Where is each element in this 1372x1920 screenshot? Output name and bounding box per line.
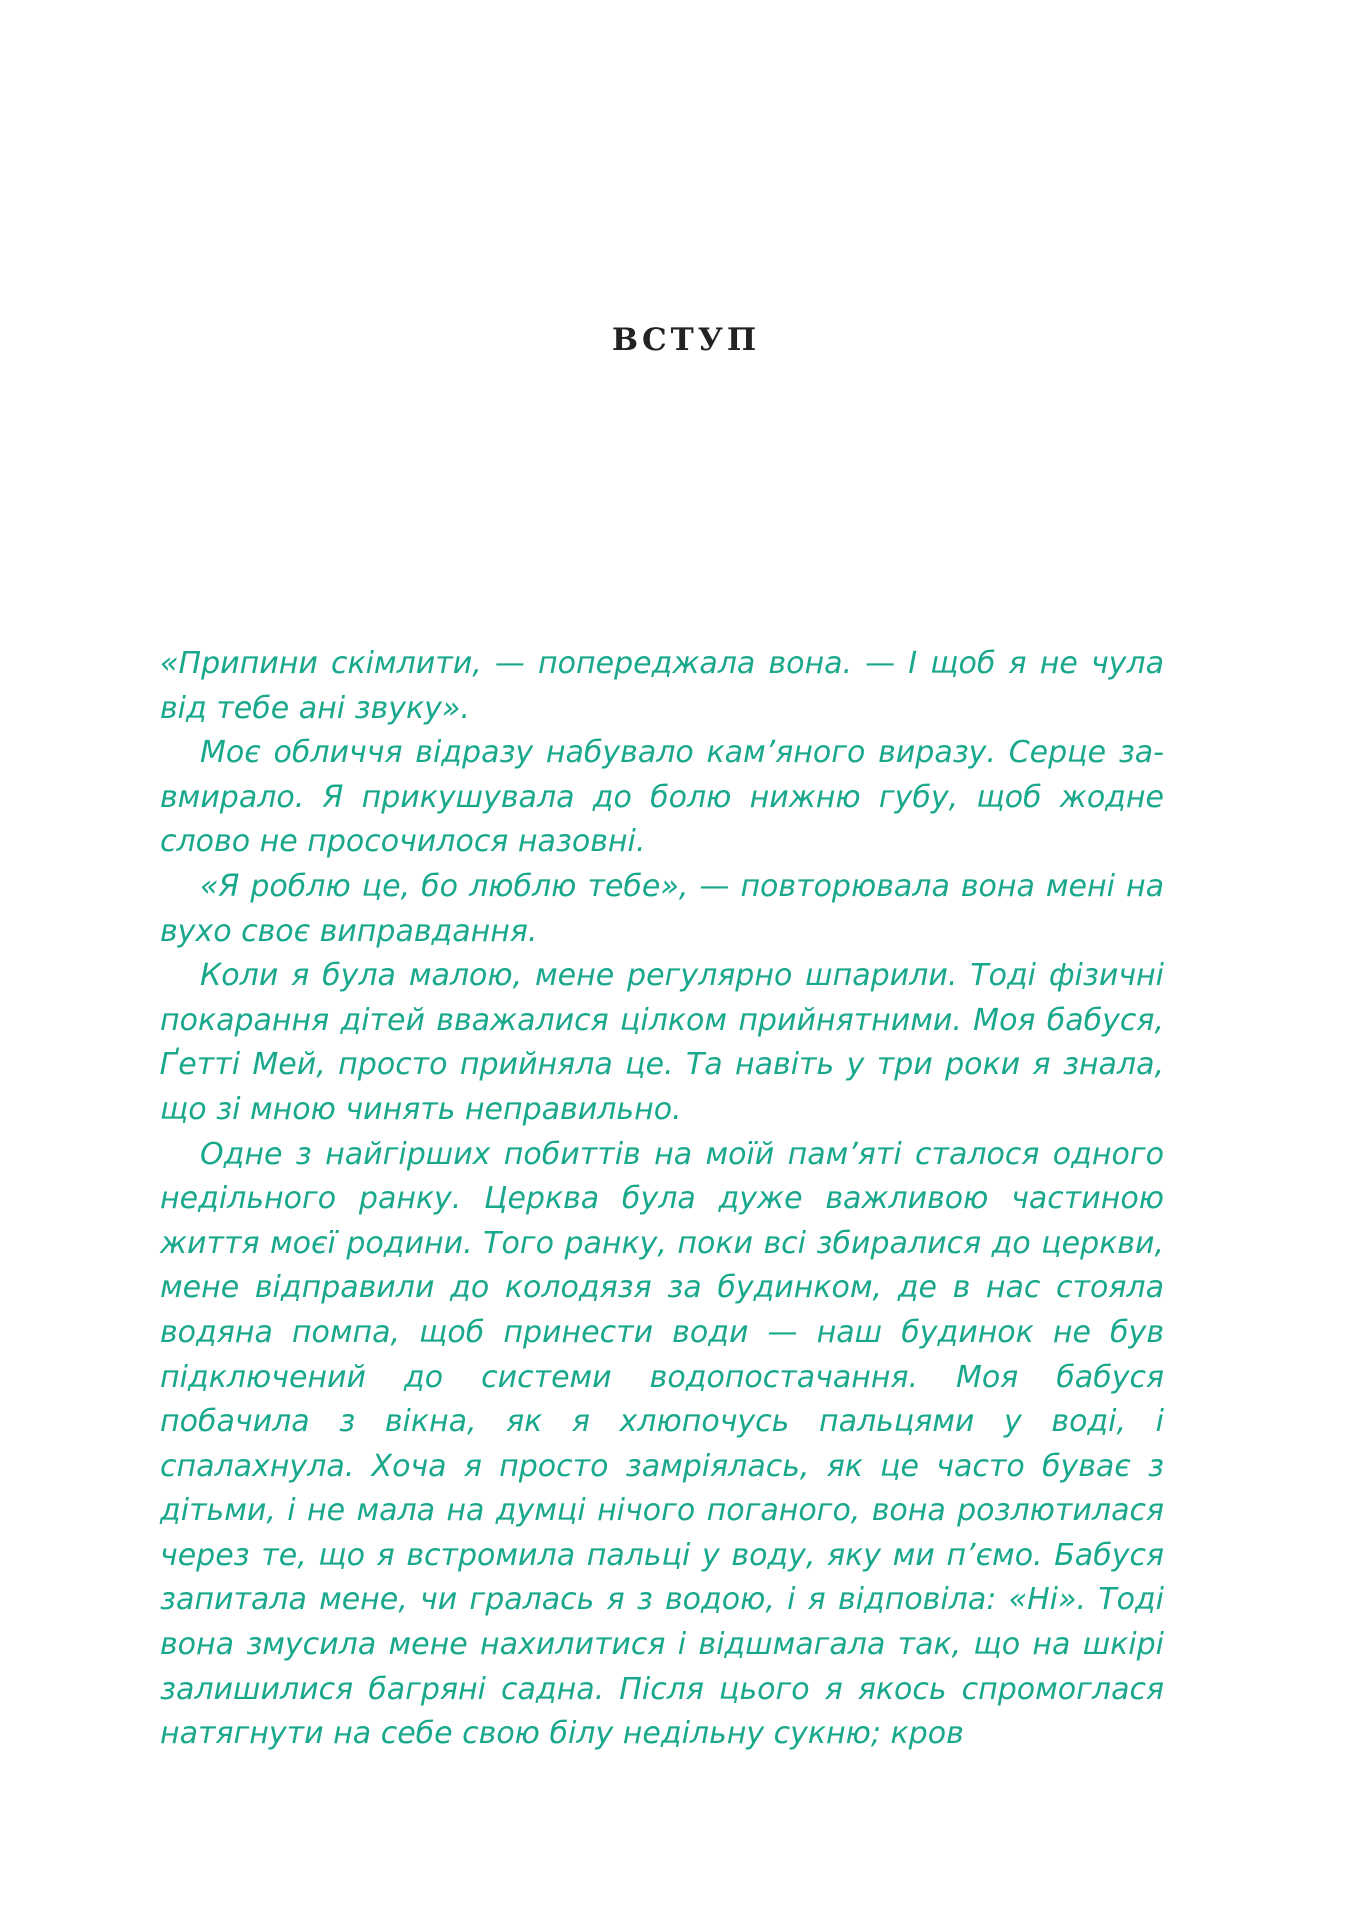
- chapter-title: ВСТУП: [611, 322, 761, 358]
- paragraph-1: «Припини скімлити, — попереджала вона. — І щоб я не чула від тебе ані звуку».: [160, 646, 1164, 726]
- paragraph-3: «Я роблю це, бо люблю тебе», — повторювала вона мені на вухо своє виправдання.: [160, 868, 1164, 949]
- paragraph-4: Коли я була малою, мене регулярно шпарили. Тоді фізичні покарання дітей вважалися цілком прийнятними. Моя бабуся, Ґетті Мей, просто прийняла це. Та навіть у три роки я знала, що зі мною чинять неправильно.: [160, 958, 1164, 1127]
- paragraph-2: Моє обличчя відразу набувало кам’яного виразу. Серце завмирало. Я прикушувала до болю нижню губу, щоб жодне слово не просочилося назовні.: [160, 735, 1164, 860]
- body-text: [160, 642, 1164, 1757]
- paragraph-5: Одне з найгірших побиттів на моїй пам’яті сталося одного недільного ранку. Церква була дуже важливою частиною життя моєї родини. Того ранку, поки всі збиралися до церкви, мене відправили до колодязя за будинком, де в нас стояла водяна помпа, щоб принести води — наш будинок не був підключений до системи водопостачання. Моя бабуся побачила з вікна, як я хлюпочусь пальцями у воді, і спалахнула. Хоча я просто замріялась, як це часто буває з дітьми, і не мала на думці нічого поганого, вона розлютилася через те, що я встромила пальці у воду, яку ми п’ємо. Бабуся запитала мене, чи гралась я з водою, і я відповіла: «Ні». Тоді вона змусила мене нахилитися і відшмагала так, що на шкірі залишилися багряні садна. Після цього я якось спромоглася натягнути на себе свою білу недільну сукню; кров: [160, 1136, 1164, 1752]
